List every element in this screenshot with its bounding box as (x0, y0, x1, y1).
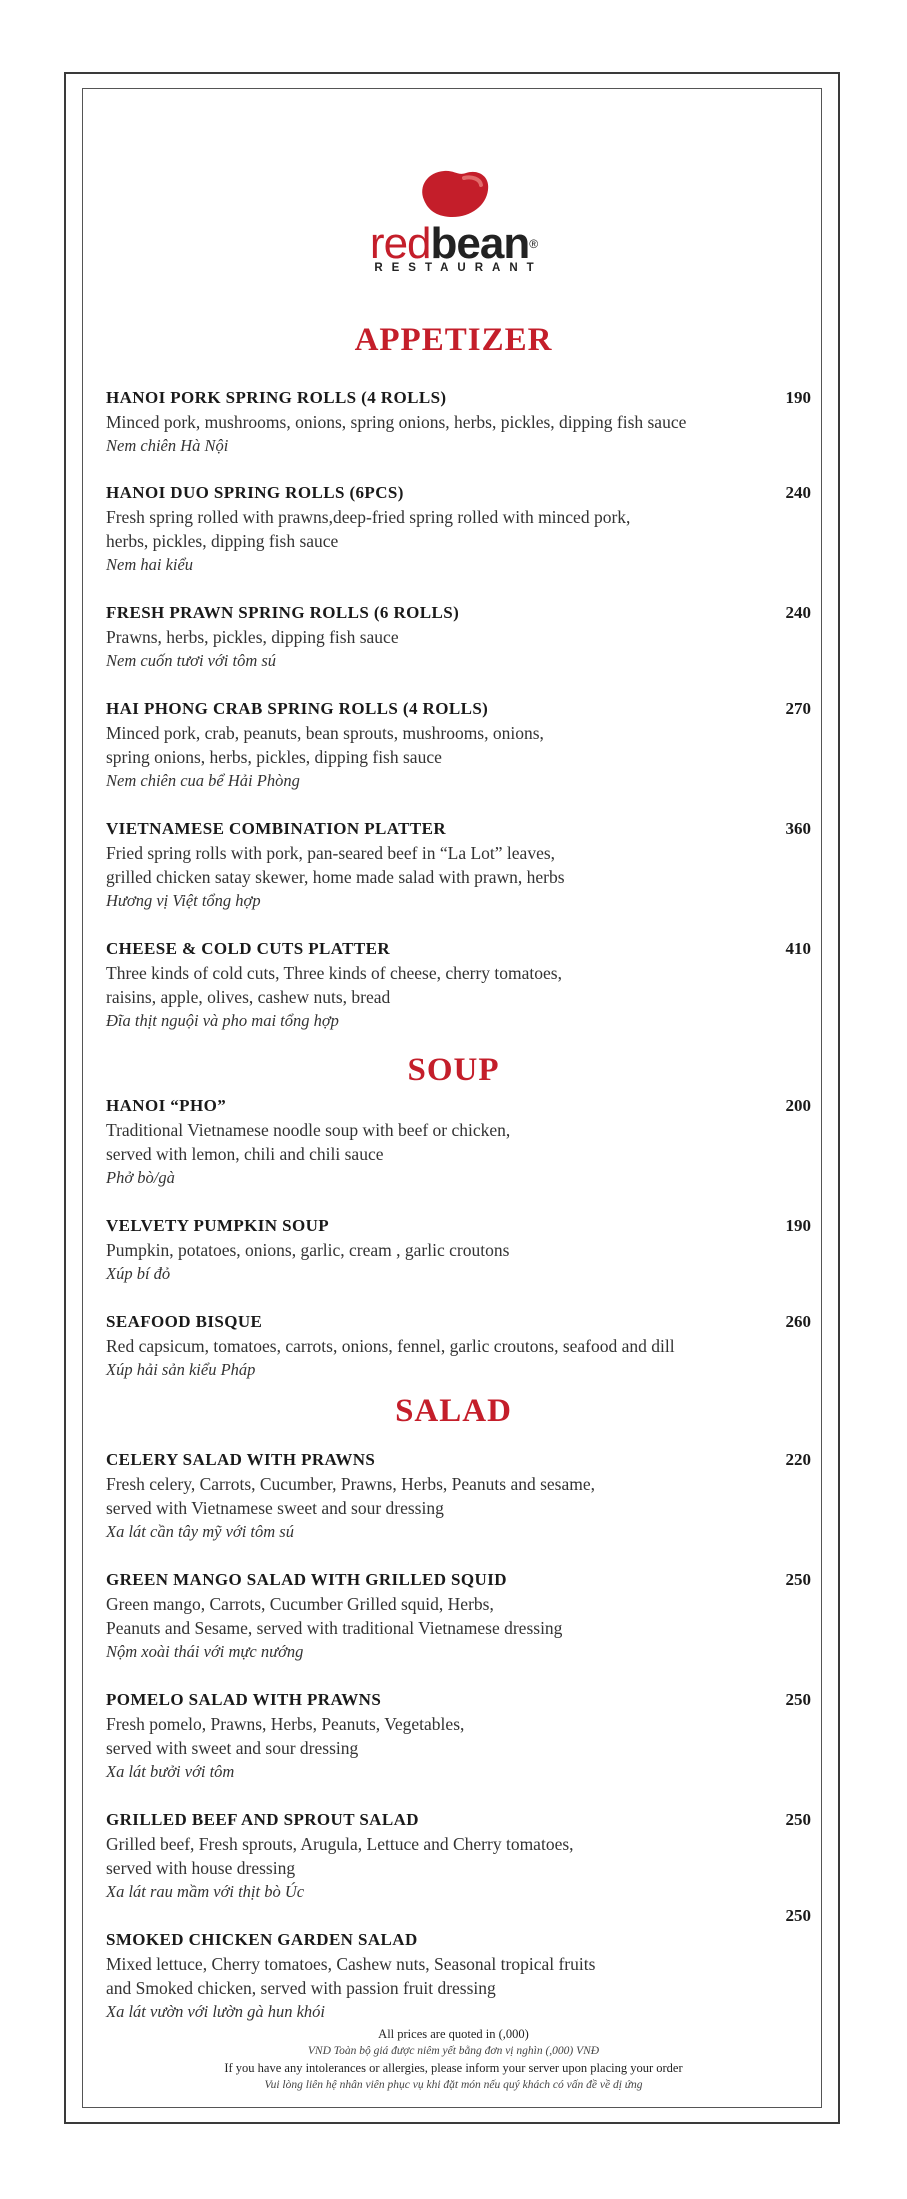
item-price: 190 (785, 388, 811, 407)
item-vietnamese-name: Phở bò/gà (106, 1168, 175, 1187)
item-vietnamese-name: Xúp bí đỏ (106, 1264, 171, 1283)
item-price: 240 (785, 603, 811, 622)
item-price: 250 (785, 1906, 811, 1925)
item-vietnamese-name: Xa lát rau mầm với thịt bò Úc (106, 1882, 305, 1901)
restaurant-logo (0, 166, 907, 274)
menu-item (106, 1094, 811, 1190)
item-price: 250 (785, 1570, 811, 1589)
item-price: 200 (785, 1096, 811, 1115)
menu-item (106, 1310, 811, 1382)
item-vietnamese-name: Nem chiên cua bể Hải Phòng (106, 771, 300, 790)
item-name: SMOKED CHICKEN GARDEN SALAD (106, 1930, 418, 1949)
item-description: Minced pork, crab, peanuts, bean sprouts, mushrooms, onions, spring onions, herbs, pickles, dipping fish sauce (106, 723, 544, 767)
item-vietnamese-name: Đĩa thịt nguội và pho mai tổng hợp (106, 1011, 339, 1030)
section-title-salad: SALAD (395, 1393, 512, 1429)
menu-item (106, 601, 811, 673)
item-price: 190 (785, 1216, 811, 1235)
menu-item (106, 1808, 811, 1904)
section-title-appetizer: APPETIZER (354, 322, 553, 358)
item-name: CHEESE & COLD CUTS PLATTER (106, 939, 391, 958)
red-bean-icon (414, 166, 494, 222)
item-name: FRESH PRAWN SPRING ROLLS (6 ROLLS) (106, 603, 460, 622)
item-description: Fresh celery, Carrots, Cucumber, Prawns, Herbs, Peanuts and sesame, served with Vietnamese sweet and sour dressing (106, 1474, 596, 1518)
allergy-note-vietnamese: Vui lòng liên hệ nhân viên phục vụ khi đặt món nếu quý khách có vấn đề về dị ứng (264, 2079, 643, 2091)
item-name: GREEN MANGO SALAD WITH GRILLED SQUID (106, 1570, 507, 1589)
item-name: HANOI DUO SPRING ROLLS (6PCS) (106, 483, 404, 502)
item-name: HAI PHONG CRAB SPRING ROLLS (4 ROLLS) (106, 699, 489, 718)
item-description: Green mango, Carrots, Cucumber Grilled squid, Herbs, Peanuts and Sesame, served with traditional Vietnamese dressing (106, 1594, 563, 1638)
menu-item (106, 481, 811, 577)
menu-item (106, 386, 811, 458)
menu-item (106, 817, 811, 913)
menu-item (106, 1906, 811, 2024)
item-vietnamese-name: Xa lát bưởi với tôm (106, 1762, 235, 1781)
item-vietnamese-name: Nộm xoài thái với mực nướng (106, 1642, 304, 1661)
item-name: CELERY SALAD WITH PRAWNS (106, 1450, 376, 1469)
menu-item (106, 1568, 811, 1664)
item-description: Red capsicum, tomatoes, carrots, onions, fennel, garlic croutons, seafood and dill (106, 1336, 675, 1356)
item-description: Minced pork, mushrooms, onions, spring onions, herbs, pickles, dipping fish sauce (106, 412, 687, 432)
item-name: HANOI “PHO” (106, 1096, 227, 1115)
item-description: Pumpkin, potatoes, onions, garlic, cream , garlic croutons (106, 1240, 510, 1260)
item-vietnamese-name: Hương vị Việt tổng hợp (106, 891, 261, 910)
item-vietnamese-name: Nem cuốn tươi với tôm sú (106, 651, 277, 670)
item-price: 240 (785, 483, 811, 502)
item-description: Fried spring rolls with pork, pan-seared beef in “La Lot” leaves, grilled chicken satay skewer, home made salad with prawn, herbs (106, 843, 565, 887)
logo-subtitle: RESTAURANT (374, 262, 543, 274)
section-title-soup: SOUP (407, 1052, 500, 1088)
item-name: SEAFOOD BISQUE (106, 1312, 263, 1331)
menu-item (106, 1688, 811, 1784)
item-vietnamese-name: Xa lát vườn với lườn gà hun khói (106, 2002, 326, 2021)
item-name: GRILLED BEEF AND SPROUT SALAD (106, 1810, 419, 1829)
menu-footer (0, 2026, 907, 2094)
item-price: 270 (785, 699, 811, 718)
item-description: Three kinds of cold cuts, Three kinds of cheese, cherry tomatoes, raisins, apple, olives, cashew nuts, bread (106, 963, 562, 1007)
item-vietnamese-name: Nem hai kiểu (106, 555, 194, 574)
item-vietnamese-name: Xa lát cần tây mỹ với tôm sú (106, 1522, 294, 1541)
item-name: POMELO SALAD WITH PRAWNS (106, 1690, 382, 1709)
item-description: Mixed lettuce, Cherry tomatoes, Cashew nuts, Seasonal tropical fruits and Smoked chicken, served with passion fruit dressing (106, 1954, 596, 1998)
item-price: 360 (785, 819, 811, 838)
allergy-note: If you have any intolerances or allergies, please inform your server upon placing your order (224, 2061, 683, 2075)
item-price: 250 (785, 1810, 811, 1829)
registered-mark: ® (529, 237, 538, 251)
item-price: 410 (785, 939, 811, 958)
item-name: VELVETY PUMPKIN SOUP (106, 1216, 330, 1235)
item-vietnamese-name: Nem chiên Hà Nội (106, 436, 229, 455)
item-price: 220 (785, 1450, 811, 1469)
item-description: Fresh pomelo, Prawns, Herbs, Peanuts, Vegetables, served with sweet and sour dressing (106, 1714, 465, 1758)
item-price: 250 (785, 1690, 811, 1709)
menu-item (106, 1448, 811, 1544)
logo-word-dark: bean (430, 219, 530, 268)
item-description: Grilled beef, Fresh sprouts, Arugula, Lettuce and Cherry tomatoes, served with house dressing (106, 1834, 574, 1878)
price-note-vietnamese: VND Toàn bộ giá được niêm yết bằng đơn vị nghìn (,000) VNĐ (307, 2045, 600, 2057)
menu-item (106, 1214, 811, 1286)
item-name: VIETNAMESE COMBINATION PLATTER (106, 819, 447, 838)
logo-word-red: red (369, 219, 431, 268)
item-description: Fresh spring rolled with prawns,deep-fried spring rolled with minced pork, herbs, pickles, dipping fish sauce (106, 507, 631, 551)
menu-item (106, 937, 811, 1033)
item-vietnamese-name: Xúp hải sản kiểu Pháp (106, 1360, 256, 1379)
menu-item (106, 697, 811, 793)
item-price: 260 (785, 1312, 811, 1331)
item-description: Traditional Vietnamese noodle soup with beef or chicken, served with lemon, chili and chili sauce (106, 1120, 511, 1164)
price-note: All prices are quoted in (,000) (378, 2027, 529, 2041)
item-name: HANOI PORK SPRING ROLLS (4 ROLLS) (106, 388, 447, 407)
item-description: Prawns, herbs, pickles, dipping fish sauce (106, 627, 399, 647)
